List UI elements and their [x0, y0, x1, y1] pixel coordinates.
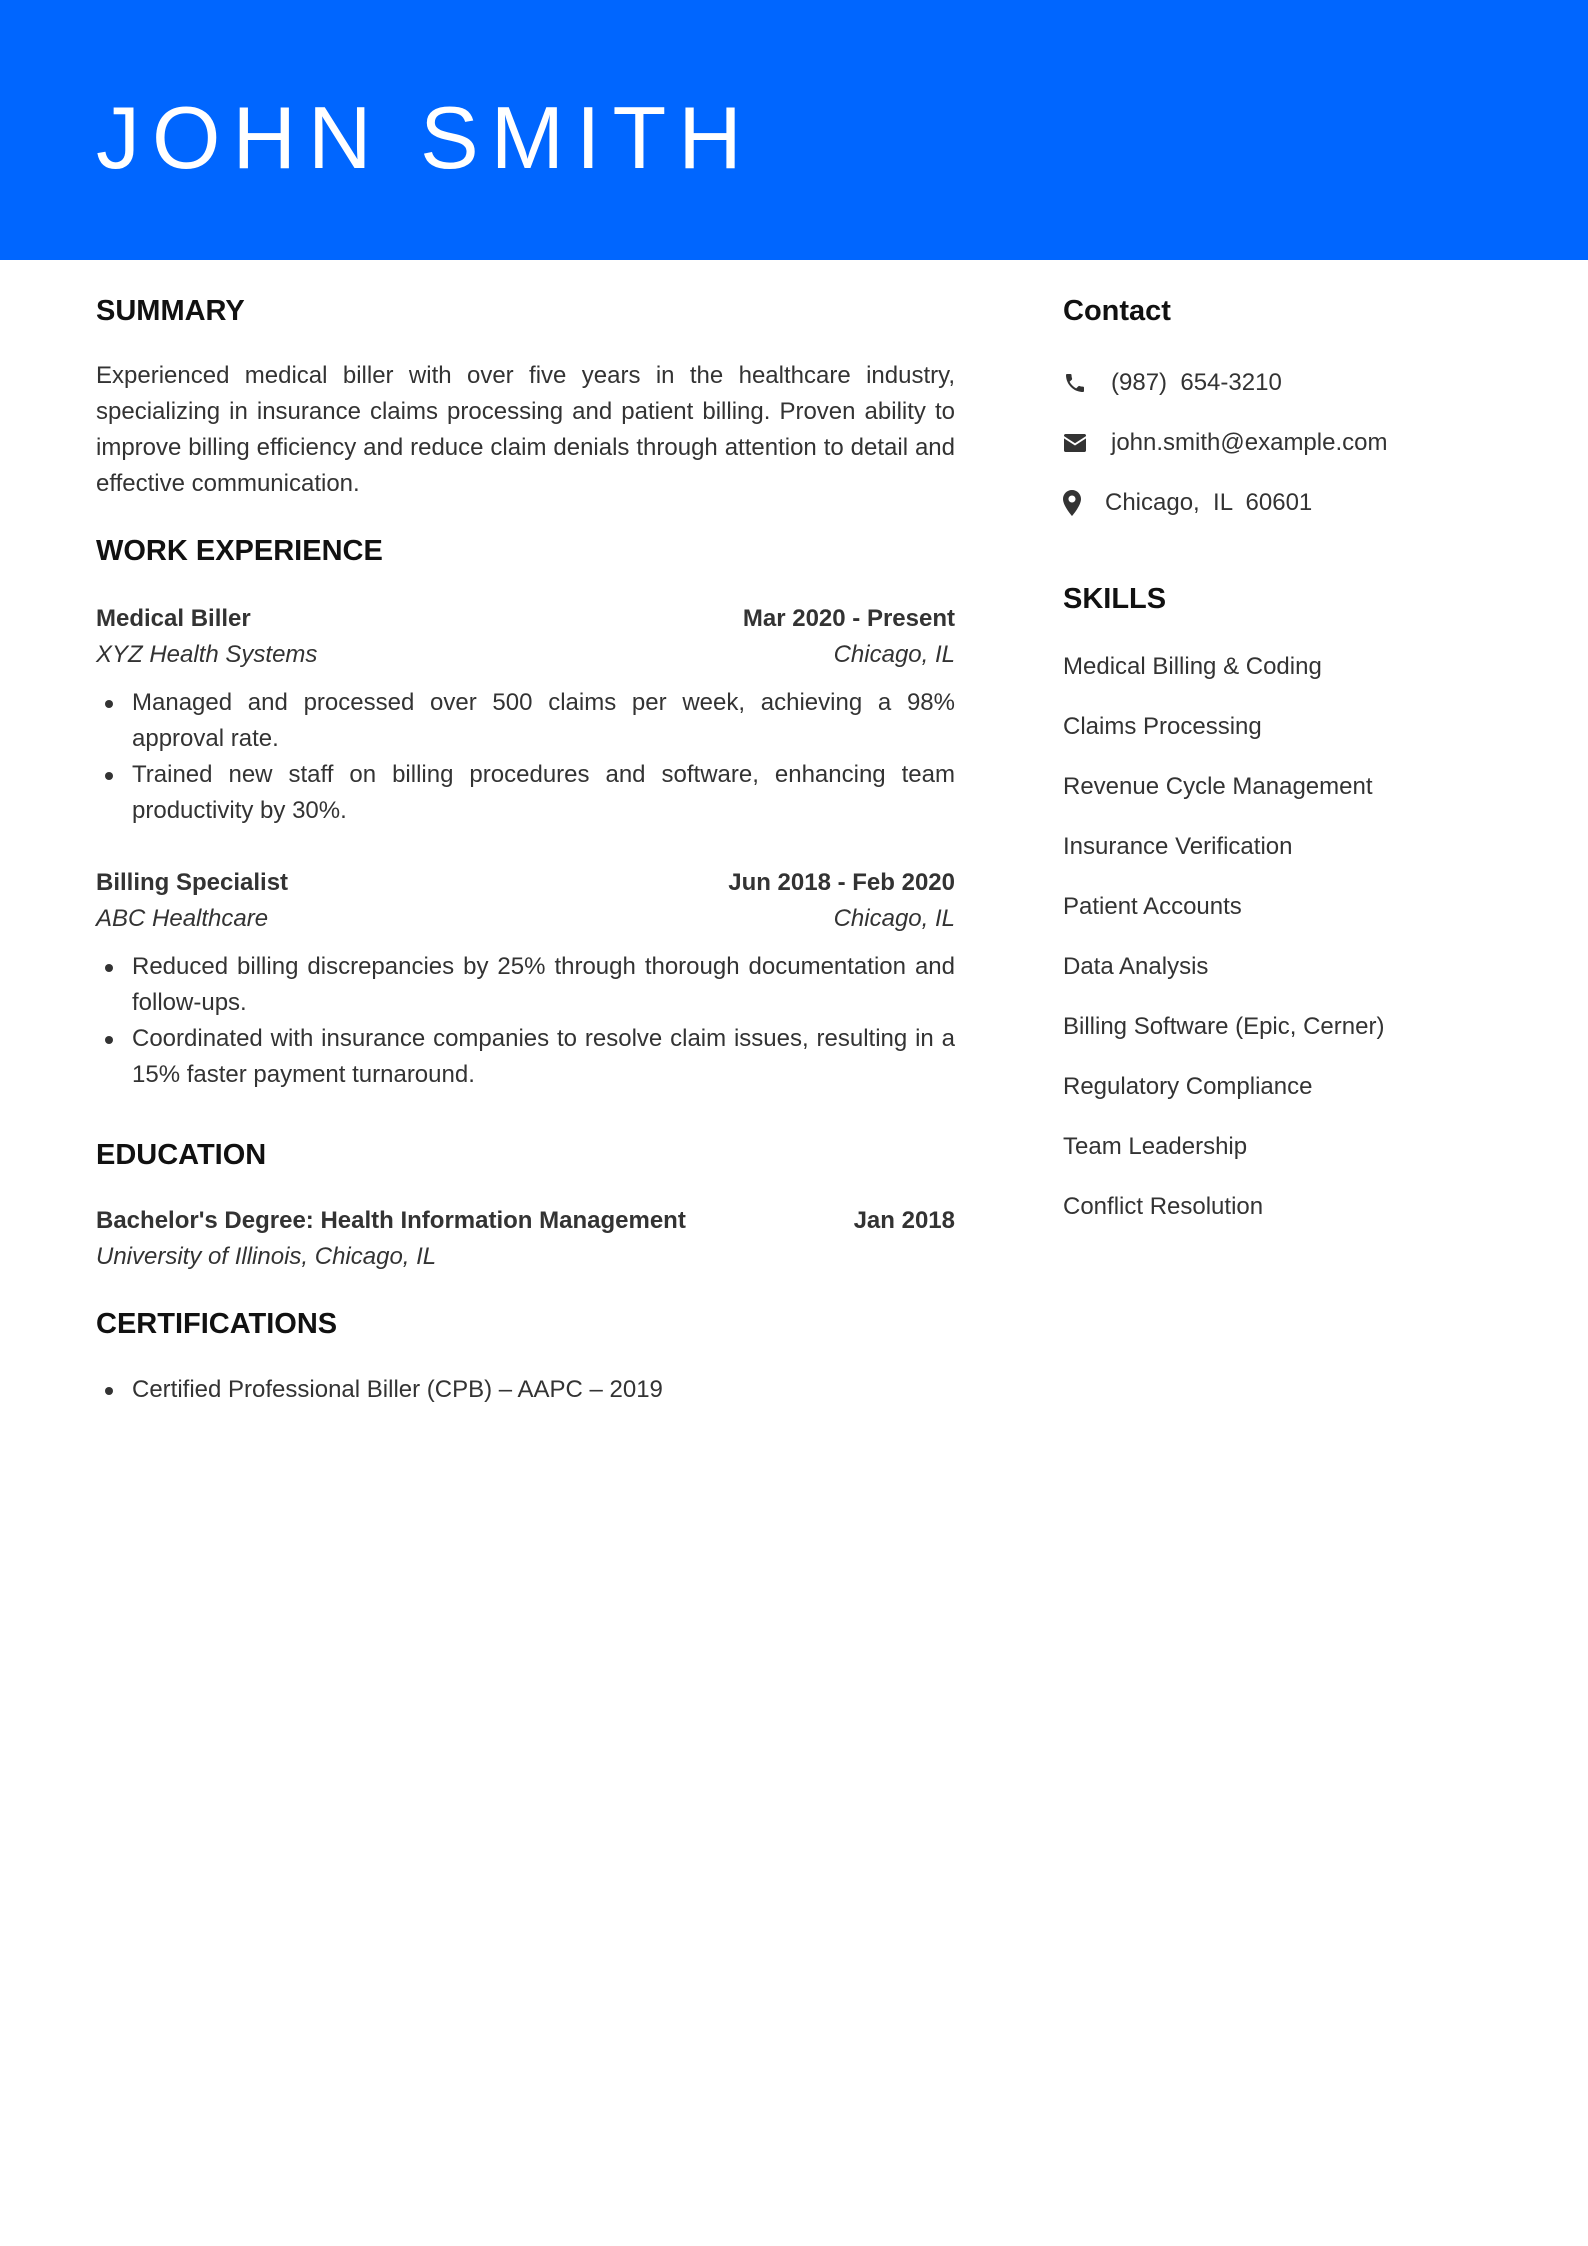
- job-company: ABC Healthcare: [96, 905, 269, 932]
- job-bullets: [96, 685, 955, 829]
- skills-list: [1063, 649, 1493, 1225]
- job-header: [96, 601, 955, 637]
- phone-number[interactable]: (987) 654-3210: [1111, 369, 1282, 396]
- certifications-title: CERTIFICATIONS: [96, 1308, 338, 1340]
- contact-section: [1063, 293, 1493, 521]
- job-bullet: Coordinated with insurance companies to resolve claim issues, resulting in a 15% faster payment turnaround.: [96, 1021, 955, 1093]
- summary-title: SUMMARY: [96, 295, 245, 327]
- education-subheader: [96, 1239, 955, 1275]
- job-company: XYZ Health Systems: [96, 641, 318, 668]
- skill-item: Insurance Verification: [1063, 833, 1293, 860]
- job-bullet: Trained new staff on billing procedures and software, enhancing team productivity by 30%.: [96, 757, 955, 829]
- summary-section: [96, 293, 955, 502]
- email-address[interactable]: john.smith@example.com: [1111, 429, 1388, 456]
- job-dates: Mar 2020 - Present: [742, 605, 955, 632]
- skill-item: Billing Software (Epic, Cerner): [1063, 1013, 1385, 1040]
- summary-text: Experienced medical biller with over five years in the healthcare industry, specializing in insurance claims processing and patient billing. Proven ability to improve billing efficiency and reduce claim denials through attention to detail and effective communication.: [96, 362, 955, 497]
- skills-title: SKILLS: [1063, 583, 1167, 615]
- header-banner: [0, 0, 1588, 260]
- job-title: Billing Specialist: [96, 869, 289, 896]
- skill-item: Patient Accounts: [1063, 893, 1242, 920]
- job-title: Medical Biller: [96, 605, 251, 632]
- graduation-date: Jan 2018: [853, 1207, 955, 1234]
- school: University of Illinois, Chicago, IL: [96, 1243, 437, 1270]
- skill-item: Claims Processing: [1063, 713, 1262, 740]
- skill-item: Regulatory Compliance: [1063, 1073, 1313, 1100]
- job-subheader: [96, 901, 955, 937]
- envelope-icon: [1063, 425, 1111, 461]
- phone-icon: [1063, 365, 1111, 401]
- job-entry: [96, 601, 955, 829]
- degree: Bachelor's Degree: Health Information Management: [96, 1207, 686, 1234]
- contact-title: Contact: [1063, 295, 1171, 327]
- job-bullet: Managed and processed over 500 claims per week, achieving a 98% approval rate.: [96, 685, 955, 757]
- skill-item: Revenue Cycle Management: [1063, 773, 1373, 800]
- certification-list: [96, 1372, 955, 1408]
- education-title: EDUCATION: [96, 1139, 267, 1171]
- job-location: Chicago, IL: [833, 641, 955, 668]
- candidate-name: JOHN SMITH: [96, 88, 754, 187]
- skill-item: Medical Billing & Coding: [1063, 653, 1322, 680]
- education-section: [96, 1137, 955, 1275]
- skill-item: Team Leadership: [1063, 1133, 1248, 1160]
- job-header: [96, 865, 955, 901]
- job-subheader: [96, 637, 955, 673]
- education-header: [96, 1203, 955, 1239]
- sidebar-column: [1063, 260, 1493, 1225]
- location-text: Chicago, IL 60601: [1105, 489, 1313, 516]
- work-experience-title: WORK EXPERIENCE: [96, 535, 383, 567]
- job-dates: Jun 2018 - Feb 2020: [728, 869, 955, 896]
- certifications-section: [96, 1306, 955, 1408]
- work-experience-section: [96, 533, 955, 1093]
- skills-section: [1063, 581, 1493, 1225]
- certification-item: Certified Professional Biller (CPB) – AAPC – 2019: [96, 1372, 955, 1408]
- job-bullets: [96, 949, 955, 1093]
- contact-email: [1063, 425, 1493, 461]
- job-location: Chicago, IL: [833, 905, 955, 932]
- job-entry: [96, 865, 955, 1093]
- map-marker-icon: [1063, 485, 1105, 521]
- main-column: [96, 260, 955, 1408]
- skill-item: Conflict Resolution: [1063, 1193, 1264, 1220]
- skill-item: Data Analysis: [1063, 953, 1209, 980]
- job-bullet: Reduced billing discrepancies by 25% through thorough documentation and follow-ups.: [96, 949, 955, 1021]
- contact-phone: [1063, 365, 1493, 401]
- contact-location: [1063, 485, 1493, 521]
